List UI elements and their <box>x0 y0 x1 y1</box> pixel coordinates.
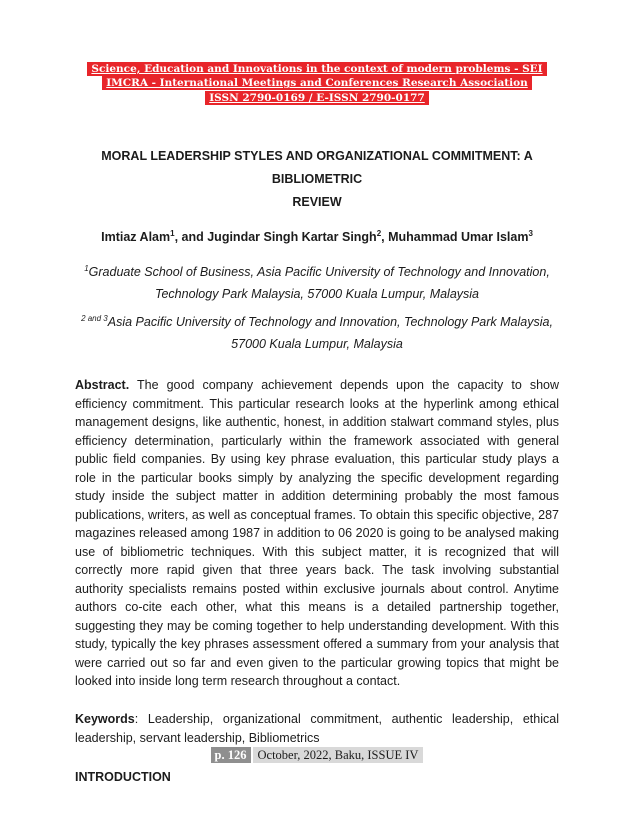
keywords-text: : Leadership, organizational commitment, authentic leadership, ethical leadership, servant leadership, Bibliometrics <box>75 711 559 745</box>
paper-title <box>75 145 559 214</box>
banner-line-2 <box>75 76 559 90</box>
author-2: Jugindar Singh Kartar Singh <box>207 230 377 245</box>
author-3-superscript: 3 <box>528 229 533 239</box>
abstract-paragraph <box>75 376 559 691</box>
banner-line-3 <box>75 91 559 105</box>
paper-title-line-2: REVIEW <box>292 195 342 210</box>
keywords-paragraph <box>75 710 559 748</box>
paper-title-line-1: MORAL LEADERSHIP STYLES AND ORGANIZATIONAL COMMITMENT: A BIBLIOMETRIC <box>101 149 533 187</box>
authors-line <box>75 229 559 245</box>
keywords-label: Keywords <box>75 711 135 726</box>
affiliation-1-superscript: 1 <box>84 264 89 274</box>
author-1: Imtiaz Alam <box>101 230 171 245</box>
banner-line-1 <box>75 62 559 76</box>
page-number-badge: p. 126 <box>211 747 251 763</box>
section-heading-introduction: INTRODUCTION <box>75 769 171 784</box>
issue-info: October, 2022, Baku, ISSUE IV <box>253 747 424 763</box>
affiliation-1 <box>75 261 559 305</box>
abstract-label: Abstract. <box>75 378 130 393</box>
affiliation-2-text: Asia Pacific University of Technology and Innovation, Technology Park Malaysia, 57000 Kuala Lumpur, Malaysia <box>107 315 553 352</box>
affiliation-1-text: Graduate School of Business, Asia Pacific University of Technology and Innovation, Technology Park Malaysia, 57000 Kuala Lumpur, Malaysia <box>88 265 550 302</box>
page-footer <box>0 747 634 764</box>
banner-journal-name: Science, Education and Innovations in the context of modern problems - SEI <box>87 62 546 76</box>
author-3: Muhammad Umar Islam <box>388 230 529 245</box>
banner-issn: ISSN 2790-0169 / E-ISSN 2790-0177 <box>205 91 429 105</box>
affiliation-2 <box>75 311 559 355</box>
abstract-text: The good company achievement depends upon the capacity to show efficiency commitment. This particular research looks at the hyperlink among ethical management designs, like authentic, honest, in addition stalwart command styles, plus efficiency determination, particularly within the framework associated with general public field companies. By using key phrase evaluation, this particular study plays a role in the particular books simply by analyzing the specific development regarding study inside the subject matter in addition determining probably the most famous publications, writers, as well as conceptual frames. To obtain this specific objective, 287 magazines released among 1987 in addition to 06 2020 is going to be analysed making use of bibliometric techniques. With this subject matter, it is recognized that will correctly more rapid given that three years back. The task involving substantial authority specialists remains posted within exclusive journals about control. Anytime authors co-cite each other, what this means is a detailed partnership together, suggesting they may be coming together to help understanding development. With this study, typically the key phrases assessment offered a summary from your analysis that were carried out so far and even given to the particular growing topics that might be looked into inside long term research throughout a contact. <box>75 378 559 689</box>
journal-banner <box>75 62 559 105</box>
author-2-superscript: 2 <box>376 229 382 239</box>
author-separator-2: , <box>381 230 389 245</box>
author-1-superscript: 1 <box>170 229 175 239</box>
affiliation-2-superscript: 2 and 3 <box>81 314 108 324</box>
banner-association-name: IMCRA - International Meetings and Conferences Research Association <box>102 76 532 90</box>
author-separator-1: , and <box>174 230 208 245</box>
